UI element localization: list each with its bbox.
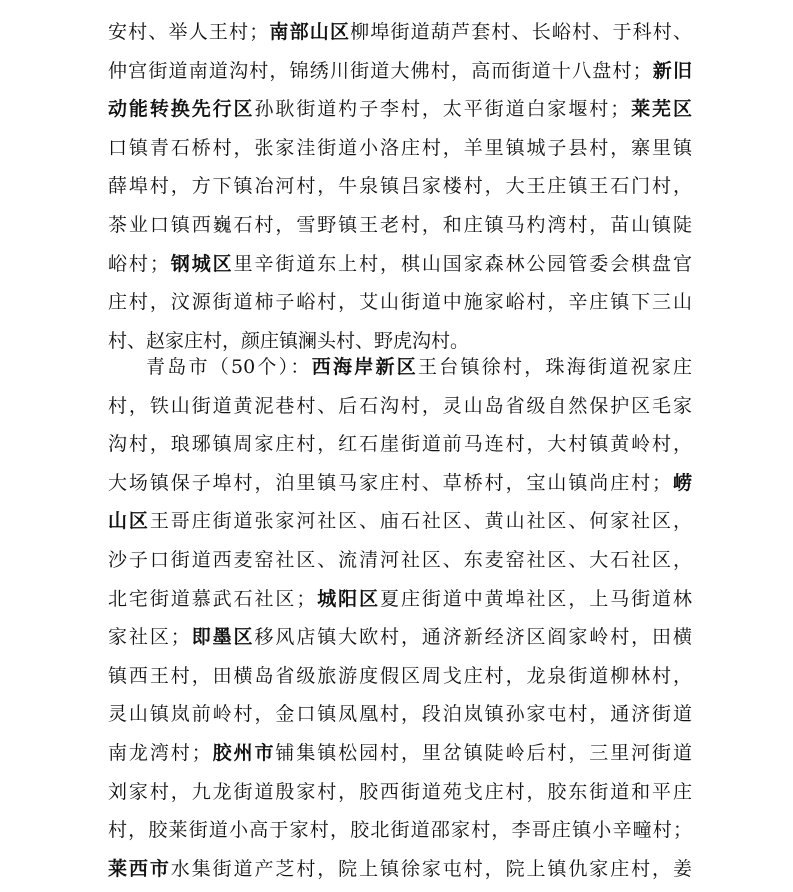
village-list-text: 王台镇徐村，珠海街道祝家庄 — [417, 356, 692, 378]
text-line — [108, 695, 692, 734]
district-name: 西海岸新区 — [311, 356, 418, 378]
text-line — [108, 13, 692, 52]
text-line — [108, 618, 692, 657]
village-list-text: 里辛街道东上村，棋山国家森林公园管委会棋盘官 — [233, 252, 692, 275]
village-list-text: 村，胶莱街道小高于家村，胶北街道邵家村，李哥庄镇小辛疃村； — [108, 819, 692, 842]
village-list-text: 移风店镇大欧村，通济新经济区阎家岭村，田横 — [254, 626, 692, 649]
district-name: 新旧 — [651, 59, 692, 82]
village-list-text: 孙耿街道杓子李村，太平街道白家堰村； — [254, 98, 630, 121]
village-list-text: 青岛市（50个）： — [146, 356, 312, 378]
district-name: 动能转换先行区 — [108, 98, 255, 121]
village-list-text: 薛埠村，方下镇冶河村，牛泉镇吕家楼村，大王庄镇王石门村， — [108, 175, 692, 198]
text-line — [108, 245, 692, 284]
text-line — [108, 850, 692, 889]
village-list-text: 刘家村，九龙街道殷家村，胶西街道苑戈庄村，胶东街道和平庄 — [108, 780, 692, 803]
village-list-text: 水集街道产芝村，院上镇徐家屯村，院上镇仇家庄村，姜 — [170, 857, 692, 880]
paragraph-jinan-districts — [108, 13, 692, 360]
text-line — [108, 541, 692, 580]
text-line — [108, 734, 692, 773]
text-line — [108, 283, 692, 322]
text-line — [108, 129, 692, 168]
village-list-text: 口镇青石桥村，张家洼街道小洛庄村，羊里镇城子县村，寨里镇 — [108, 136, 692, 159]
village-list-text: 茶业口镇西巍石村，雪野镇王老村，和庄镇马杓湾村，苗山镇陡 — [108, 213, 692, 236]
village-list-text: 仲宫街道南道沟村，锦绣川街道大佛村，高而街道十八盘村； — [108, 59, 652, 82]
village-list-text: 村、赵家庄村，颜庄镇澜头村、野虎沟村。 — [108, 329, 470, 352]
text-line — [108, 657, 692, 696]
district-name: 南部山区 — [268, 21, 351, 43]
village-list-text: 峪村； — [108, 252, 169, 275]
village-list-text: 南龙湾村； — [108, 741, 211, 764]
text-line — [108, 464, 692, 503]
village-list-text: 沟村，琅琊镇周家庄村，红石崖街道前马连村，大村镇黄岭村， — [108, 433, 692, 456]
text-line — [108, 387, 692, 426]
text-line — [108, 425, 692, 464]
village-list-text: 灵山镇岚前岭村，金口镇凤凰村，段泊岚镇孙家屯村，通济街道 — [108, 703, 692, 726]
district-name: 山区 — [108, 510, 150, 533]
text-line — [108, 167, 692, 206]
village-list-text: 北宅街道慕武石社区； — [108, 587, 316, 610]
village-list-text: 柳埠街道葫芦套村、长峪村、于科村、 — [350, 21, 692, 43]
village-list-text: 沙子口街道西麦窑社区、流清河社区、东麦窑社区、大石社区， — [108, 548, 692, 571]
district-name: 城阳区 — [315, 587, 381, 610]
text-line — [108, 502, 692, 541]
text-line — [108, 773, 692, 812]
village-list-text: 家社区； — [108, 626, 190, 649]
text-line — [108, 348, 692, 387]
district-name: 即墨区 — [189, 626, 255, 649]
district-name: 钢城区 — [168, 252, 234, 275]
text-line — [108, 580, 692, 619]
district-name: 胶州市 — [210, 741, 276, 764]
village-list-text: 村，铁山街道黄泥巷村、后石沟村，灵山岛省级自然保护区毛家 — [108, 394, 692, 417]
village-list-text: 夏庄街道中黄埠社区，上马街道林 — [380, 587, 692, 610]
village-list-text: 大场镇保子埠村，泊里镇马家庄村、草桥村，宝山镇尚庄村； — [108, 471, 672, 494]
district-name: 崂 — [671, 471, 692, 494]
village-list-text: 安村、举人王村； — [108, 21, 269, 43]
village-list-text: 镇西王村，田横岛省级旅游度假区周戈庄村，龙泉街道柳林村， — [108, 664, 692, 687]
text-line — [108, 206, 692, 245]
paragraph-qingdao — [108, 348, 692, 888]
village-list-text: 庄村，汶源街道柿子峪村，艾山街道中施家峪村，辛庄镇下三山 — [108, 291, 692, 314]
village-list-text: 王哥庄街道张家河社区、庙石社区、黄山社区、何家社区， — [149, 510, 692, 533]
text-line — [108, 52, 692, 91]
district-name: 莱西市 — [108, 857, 171, 880]
text-line — [108, 90, 692, 129]
district-name: 莱芜区 — [629, 98, 692, 121]
village-list-text: 铺集镇松园村，里岔镇陡岭后村，三里河街道 — [275, 741, 692, 764]
text-line — [108, 811, 692, 850]
